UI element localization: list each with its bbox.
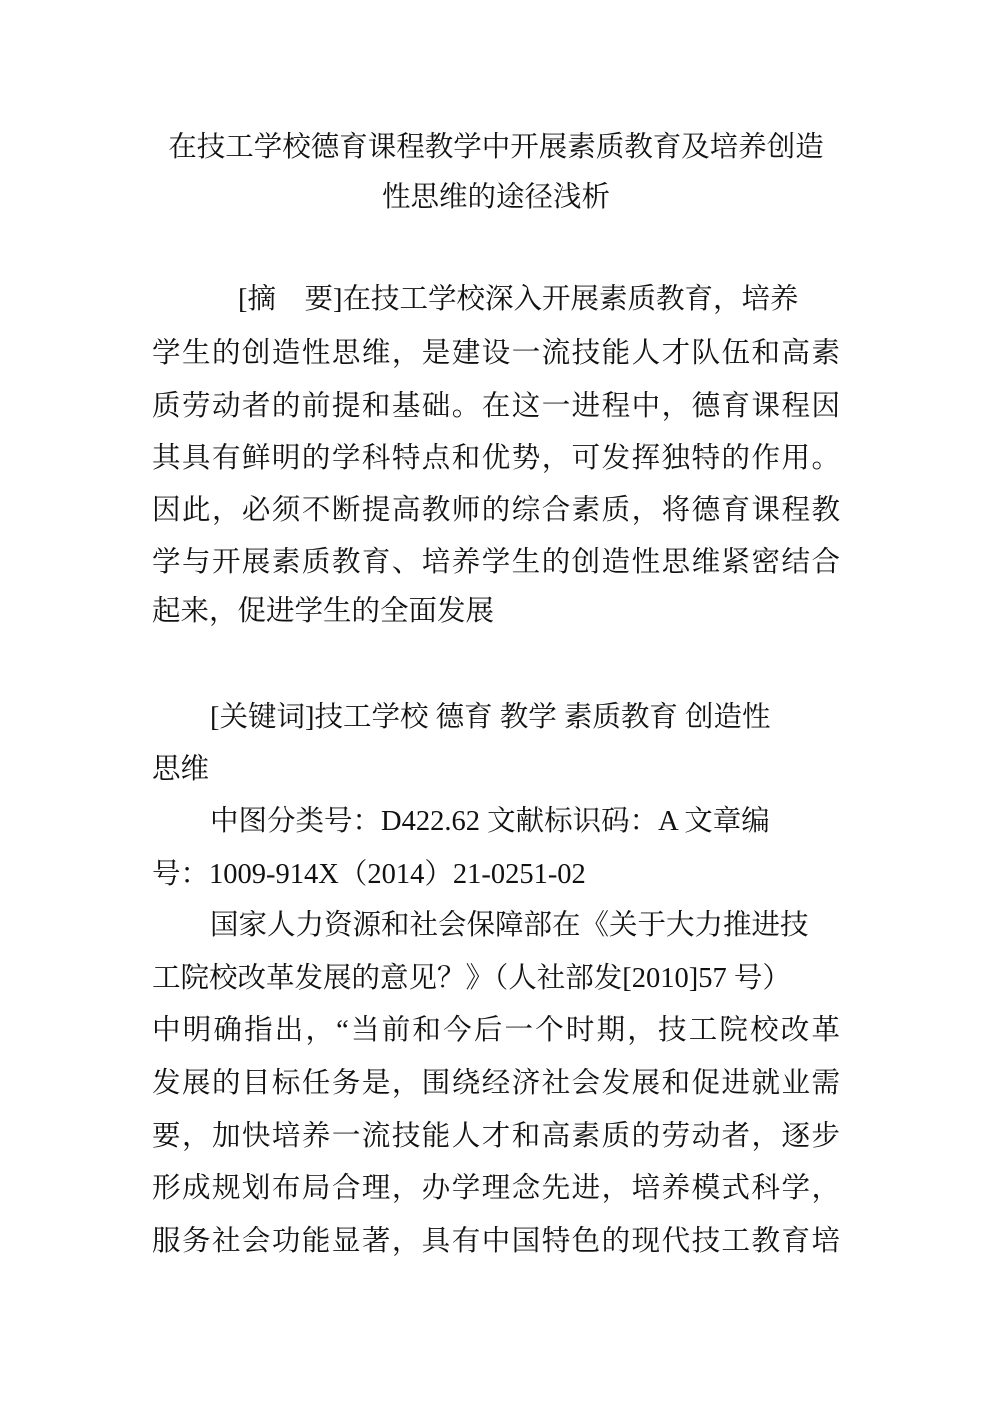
- body-line: 国家人力资源和社会保障部在《关于大力推进技: [210, 910, 809, 941]
- body-line: 工院校改革发展的意见？》（人社部发[2010]57 号）: [152, 963, 791, 994]
- keywords-line: 思维: [152, 754, 210, 785]
- body-line: 要，加快培养一流技能人才和高素质的劳动者，逐步: [152, 1121, 840, 1152]
- title-line-1: 在技工学校德育课程教学中开展素质教育及培养创造: [168, 132, 824, 163]
- abstract-line: 质劳动者的前提和基础。在这一进程中，德育课程因: [152, 391, 840, 422]
- abstract-line: 学生的创造性思维，是建设一流技能人才队伍和高素: [152, 338, 840, 369]
- abstract-line: 起来，促进学生的全面发展: [152, 596, 495, 627]
- abstract-line: 学与开展素质教育、培养学生的创造性思维紧密结合: [152, 547, 840, 578]
- body-line: 中明确指出，“当前和今后一个时期，技工院校改革: [152, 1015, 840, 1046]
- abstract-line: 因此，必须不断提高教师的综合素质，将德育课程教: [152, 495, 840, 526]
- keywords-line: [关键词]技工学校 德育 教学 素质教育 创造性: [210, 702, 771, 733]
- body-line: 服务社会功能显著，具有中国特色的现代技工教育培: [152, 1226, 840, 1257]
- body-line: 发展的目标任务是，围绕经济社会发展和促进就业需: [152, 1068, 840, 1099]
- classification-line: 中图分类号：D422.62 文献标识码：A 文章编: [210, 806, 770, 837]
- classification-line: 号：1009-914X（2014）21-0251-02: [152, 859, 586, 890]
- abstract-line: [摘 要]在技工学校深入开展素质教育，培养: [238, 284, 799, 315]
- title-line-2: 性思维的途径浅析: [381, 182, 610, 213]
- body-line: 形成规划布局合理，办学理念先进，培养模式科学，: [152, 1173, 840, 1204]
- abstract-line: 其具有鲜明的学科特点和优势，可发挥独特的作用。: [152, 443, 840, 474]
